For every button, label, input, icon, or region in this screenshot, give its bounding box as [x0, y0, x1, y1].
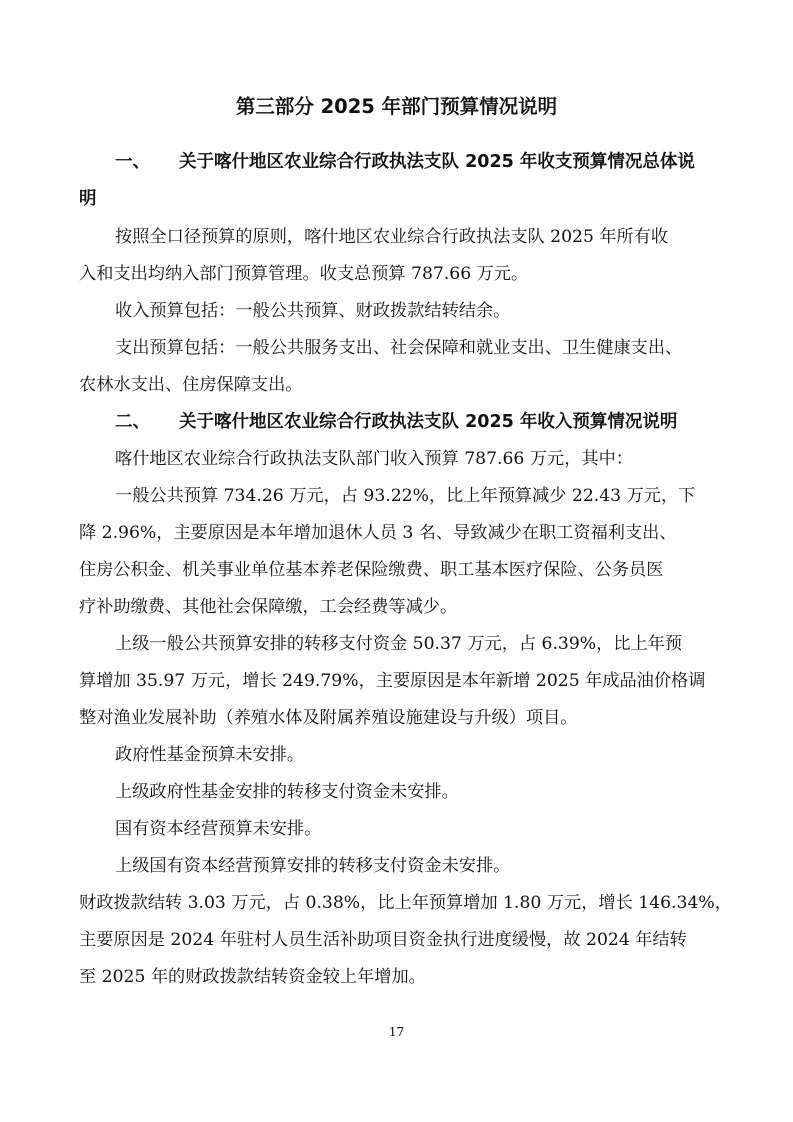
paragraph-line: 至 2025 年的财政拨款结转资金较上年增加。 [79, 967, 426, 987]
paragraph-line: 上级国有资本经营预算安排的转移支付资金未安排。 [115, 856, 511, 876]
paragraph-line: 政府性基金预算未安排。 [115, 745, 305, 765]
page-title: 第三部分 2025 年部门预算情况说明 [235, 95, 558, 118]
paragraph-line: 上级政府性基金安排的转移支付资金未安排。 [115, 782, 459, 802]
paragraph-line: 降 2.96%，主要原因是本年增加退休人员 3 名、导致减少在职工资福利支出、 [79, 523, 677, 543]
paragraph-line: 一般公共预算 734.26 万元，占 93.22%，比上年预算减少 22.43 万元，下 [115, 486, 696, 506]
paragraph-line: 算增加 35.97 万元，增长 249.79%，主要原因是本年新增 2025 年成品油价格调 [79, 671, 706, 691]
section-1-heading [79, 149, 695, 175]
paragraph-line: 财政拨款结转 3.03 万元，占 0.38%，比上年预算增加 1.80 万元，增长 146.34%， [79, 893, 732, 913]
section-1-number: 一、 [115, 152, 150, 172]
paragraph-line: 入和支出均纳入部门预算管理。收支总预算 787.66 万元。 [79, 264, 529, 284]
page-number: 17 [388, 1025, 405, 1039]
paragraph-line: 支出预算包括：一般公共服务支出、社会保障和就业支出、卫生健康支出、 [115, 338, 683, 358]
paragraph-line: 整对渔业发展补助（养殖水体及附属养殖设施建设与升级）项目。 [79, 708, 578, 728]
paragraph-line: 农林水支出、住房保障支出。 [79, 375, 303, 395]
section-1-heading-continued: 明 [79, 189, 97, 209]
paragraph-line: 按照全口径预算的原则，喀什地区农业综合行政执法支队 2025 年所有收 [115, 227, 669, 247]
paragraph-line: 主要原因是 2024 年驻村人员生活补助项目资金执行进度缓慢，故 2024 年结转 [79, 930, 687, 950]
paragraph-line: 收入预算包括：一般公共预算、财政拨款结转结余。 [115, 301, 511, 321]
paragraph-line: 上级一般公共预算安排的转移支付资金 50.37 万元，占 6.39%，比上年预 [115, 634, 683, 654]
section-2-number: 二、 [115, 412, 150, 432]
paragraph-line: 国有资本经营预算未安排。 [115, 819, 322, 839]
section-2-heading [79, 409, 677, 435]
section-1-heading-text: 关于喀什地区农业综合行政执法支队 2025 年收支预算情况总体说 [179, 152, 695, 172]
paragraph-line: 住房公积金、机关事业单位基本养老保险缴费、职工基本医疗保险、公务员医 [79, 560, 664, 580]
paragraph-line: 喀什地区农业综合行政执法支队部门收入预算 787.66 万元，其中： [115, 449, 633, 469]
paragraph-line: 疗补助缴费、其他社会保障缴，工会经费等减少。 [79, 597, 458, 617]
section-2-heading-text: 关于喀什地区农业综合行政执法支队 2025 年收入预算情况说明 [179, 412, 678, 432]
